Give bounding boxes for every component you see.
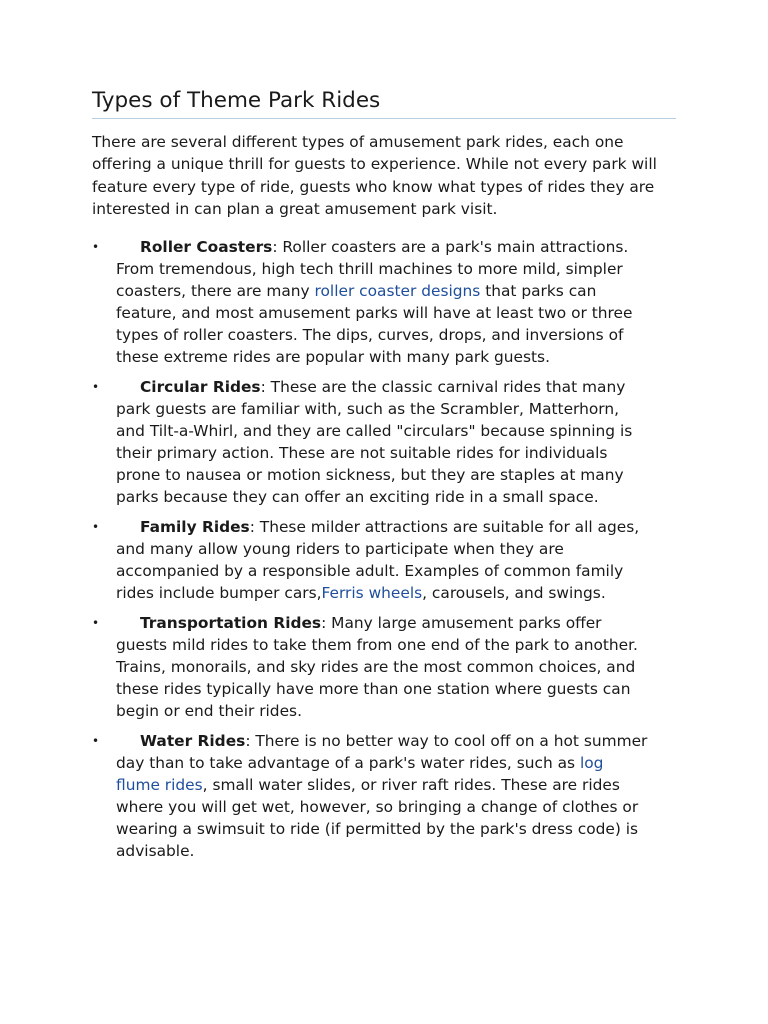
list-item-family-rides bbox=[92, 516, 652, 604]
intro-paragraph: There are several different types of amusement park rides, each one offering a unique thrill for guests to experience. While not every park will feature every type of ride, guests who know what types of rides they are interested in can plan a great amusement park visit. bbox=[92, 133, 657, 219]
page-title: Types of Theme Park Rides bbox=[92, 86, 676, 119]
roller-coaster-designs-link[interactable]: roller coaster designs bbox=[314, 281, 481, 300]
ride-description-cont: that parks can feature, and most amusement parks will have at least two or three types of roller coasters. The dips, curves, drops, and inversions of these extreme rides are popular with many park guests. bbox=[116, 281, 633, 366]
ride-description: These milder attractions are suitable for all ages, and many allow young riders to participate when they are accompanied by a responsible adult. Examples of common family rides include bumper cars, bbox=[116, 517, 640, 602]
ride-description: Roller coasters are a park's main attractions. From tremendous, high tech thrill machines to more mild, simpler coasters, there are many bbox=[116, 237, 629, 300]
ride-name: Circular Rides bbox=[140, 377, 261, 396]
separator: : bbox=[245, 731, 256, 750]
ride-name: Water Rides bbox=[140, 731, 246, 750]
bullet-icon: • bbox=[92, 379, 100, 394]
bullet-icon: • bbox=[92, 239, 100, 254]
separator: : bbox=[321, 613, 332, 632]
bullet-icon: • bbox=[92, 733, 100, 748]
ride-description-cont: , carousels, and swings. bbox=[422, 583, 606, 602]
separator: : bbox=[249, 517, 260, 536]
list-item-circular-rides bbox=[92, 376, 652, 508]
separator: : bbox=[260, 377, 271, 396]
ferris-wheels-link[interactable]: Ferris wheels bbox=[321, 583, 423, 602]
ride-name: Roller Coasters bbox=[140, 237, 273, 256]
ride-name: Transportation Rides bbox=[140, 613, 322, 632]
list-item-water-rides bbox=[92, 730, 652, 862]
ride-name: Family Rides bbox=[140, 517, 250, 536]
ride-description: There is no better way to cool off on a hot summer day than to take advantage of a park's water rides, such as bbox=[116, 731, 648, 772]
list-item-roller-coasters bbox=[92, 236, 652, 368]
rides-list bbox=[92, 236, 676, 862]
ride-description: Many large amusement parks offer guests mild rides to take them from one end of the park to another. Trains, monorails, and sky rides are the most common choices, and these rides typically have more than one station where guests can begin or end their rides. bbox=[116, 613, 638, 720]
bullet-icon: • bbox=[92, 519, 100, 534]
ride-description-cont: , small water slides, or river raft rides. These are rides where you will get wet, however, so bringing a change of clothes or wearing a swimsuit to ride (if permitted by the park's dress code) is advisable. bbox=[116, 775, 639, 860]
ride-description: These are the classic carnival rides that many park guests are familiar with, such as the Scrambler, Matterhorn, and Tilt-a-Whirl, and they are called "circulars" because spinning is their primary action. These are not suitable rides for individuals prone to nausea or motion sickness, but they are staples at many parks because they can offer an exciting ride in a small space. bbox=[116, 377, 633, 506]
bullet-icon: • bbox=[92, 615, 100, 630]
log-flume-rides-link[interactable]: log flume rides bbox=[116, 753, 604, 794]
separator: : bbox=[272, 237, 283, 256]
document-page bbox=[92, 86, 676, 870]
list-item-transportation-rides bbox=[92, 612, 652, 722]
